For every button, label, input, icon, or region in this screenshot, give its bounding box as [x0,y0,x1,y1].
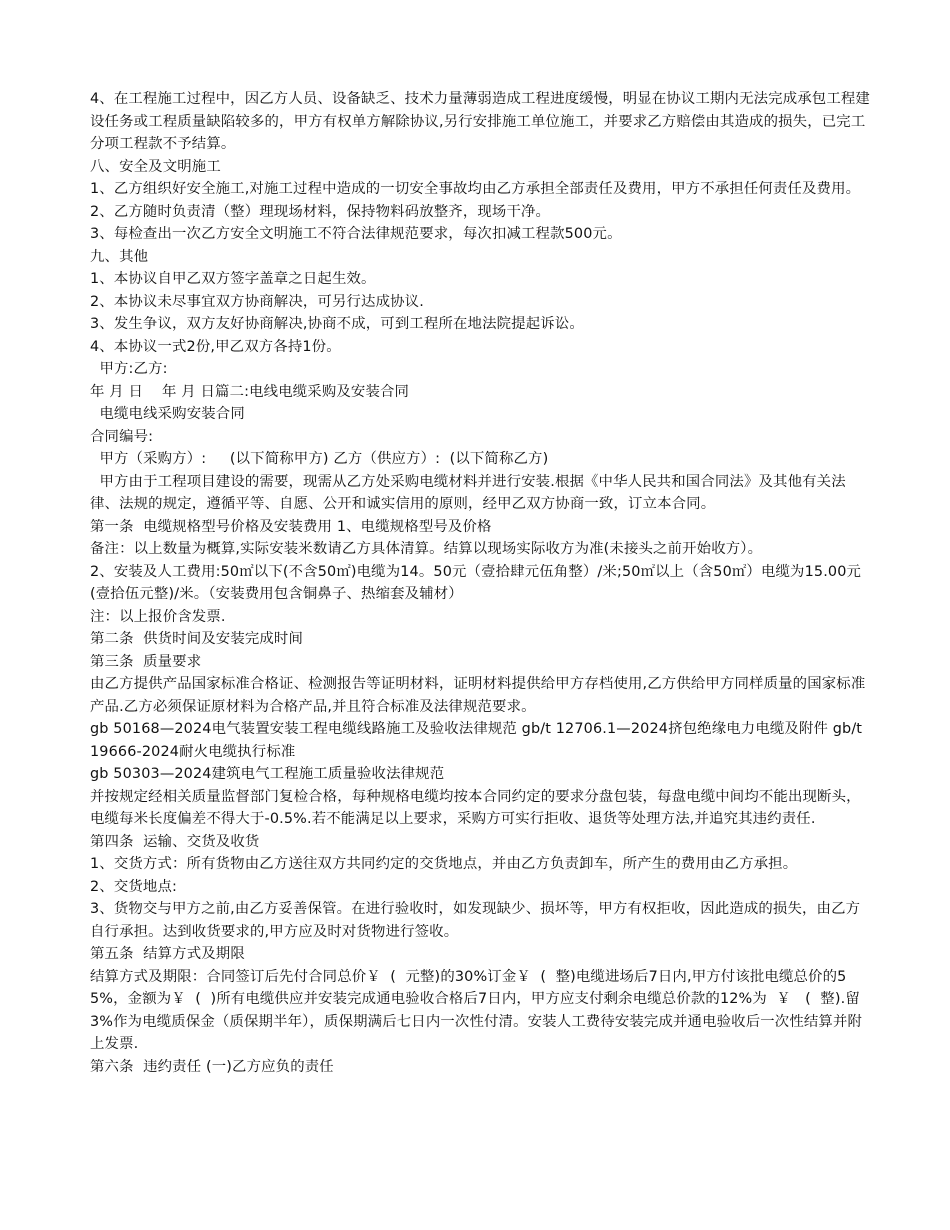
contract-title: 电缆电线采购安装合同 [90,406,245,422]
article-1-heading: 第一条 电缆规格型号价格及安装费用 1、电缆规格型号及价格 [90,518,492,535]
paragraph-safety-2: 2、乙方随时负责清（整）理现场材料，保持物料码放整齐，现场干净。 [90,203,551,220]
article-3-standards-2: gb 50303—2024建筑电气工程施工质量验收法律规范 [90,766,445,782]
paragraph-clause-4-termination: 4、在工程施工过程中，因乙方人员、设备缺乏、技术力量薄弱造成工程进度缓慢，明显在协议工期内无法完成承包工程建设任务或工程质量缺陷较多的，甲方有权单方解除协议,另行安排施工单位施工，并要求乙方赔偿由其造成的损失，已完工分项工程款不予结算。 [90,91,870,152]
article-5-heading: 第五条 结算方式及期限 [90,946,245,962]
contract-number: 合同编号: [90,428,154,445]
article-2-heading: 第二条 供货时间及安装完成时间 [90,631,304,647]
document-page [90,88,870,1078]
article-3-paragraph-1: 由乙方提供产品国家标准合格证、检测报告等证明材料，证明材料提供给甲方存档使用,乙方供给甲方同样质量的国家标准产品.乙方必须保证原材料为合格产品,并且符合标准及法律规范要求。 [90,676,866,715]
paragraph-other-2: 2、本协议未尽事宜双方协商解决，可另行达成协议. [90,293,424,310]
article-1-note: 注：以上报价含发票. [90,608,226,625]
paragraph-other-4: 4、本协议一式2份,甲乙双方各持1份。 [90,338,341,355]
article-4-custody: 3、货物交与甲方之前,由乙方妥善保管。在进行验收时，如发现缺少、损坏等，甲方有权拒收，因此造成的损失，由乙方自行承担。达到收货要求的,甲方应及时对货物进行签收。 [90,901,861,940]
paragraph-other-1: 1、本协议自甲乙双方签字盖章之日起生效。 [90,271,376,287]
article-1-installation-fee: 2、安装及人工费用:50㎡以下(不含50㎡)电缆为14。50元（壹拾肆元伍角整）/米;50㎡以上（含50㎡）电缆为15.00元(壹拾伍元整)/米。（安装费用包含铜鼻子、热缩套及辅材） [90,563,862,602]
contract-parties: 甲方（采购方）: (以下简称甲方) 乙方（供应方）: (以下简称乙方) [90,451,549,467]
signature-parties: 甲方:乙方: [90,361,168,377]
paragraph-safety-1: 1、乙方组织好安全施工,对施工过程中造成的一切安全事故均由乙方承担全部责任及费用，甲方不承担任何责任及费用。 [90,181,861,197]
signature-dates-and-part-two-title: 年 月 日 年 月 日篇二:电线电缆采购及安装合同 [90,383,410,400]
paragraph-other-3: 3、发生争议，双方友好协商解决,协商不成，可到工程所在地法院提起诉讼。 [90,316,584,332]
article-6-heading: 第六条 违约责任 (一)乙方应负的责任 [90,1058,334,1075]
article-4-heading: 第四条 运输、交货及收货 [90,833,260,850]
article-4-delivery-method: 1、交货方式：所有货物由乙方送往双方共同约定的交货地点，并由乙方负责卸车，所产生的费用由乙方承担。 [90,856,798,872]
article-4-delivery-location: 2、交货地点: [90,878,178,895]
heading-section-8: 八、安全及文明施工 [90,158,221,175]
paragraph-safety-3: 3、每检查出一次乙方安全文明施工不符合法律规范要求，每次扣减工程款500元。 [90,226,622,242]
article-3-standards-1: gb 50168—2024电气装置安装工程电缆线路施工及验收法律规范 gb/t 12706.1—2024挤包绝缘电力电缆及附件 gb/t19666-2024耐火电缆执行标准 [90,721,863,760]
article-3-heading: 第三条 质量要求 [90,653,202,670]
contract-preamble: 甲方由于工程项目建设的需要，现需从乙方处采购电缆材料并进行安装.根据《中华人民共和国合同法》及其他有关法律、法规的规定，遵循平等、自愿、公开和诚实信用的原则，经甲乙双方协商一致，订立本合同。 [90,473,846,512]
heading-section-9: 九、其他 [90,248,149,265]
article-1-remark: 备注：以上数量为概算,实际安装米数请乙方具体清算。结算以现场实际收方为准(未接头之前开始收方）。 [90,541,763,557]
article-5-settlement: 结算方式及期限：合同签订后先付合同总价￥ ( 元整)的30%订金￥ ( 整)电缆进场后7日内,甲方付该批电缆总价的55%，金额为￥ ( )所有电缆供应并安装完成通电验收合格后7日内，甲方应支付剩余电缆总价款的12%为 ￥ ( 整).留3%作为电缆质保金（质保期半年），质保期满后七日内一次性付清。安装人工费待安装完成并通电验收后一次性结算并附上发票. [90,968,863,1052]
article-3-paragraph-2: 并按规定经相关质量监督部门复检合格，每种规格电缆均按本合同约定的要求分盘包装，每盘电缆中间均不能出现断头，电缆每米长度偏差不得大于-0.5%.若不能满足以上要求，采购方可实行拒收、退货等处理方法,并追究其违约责任. [90,788,861,827]
